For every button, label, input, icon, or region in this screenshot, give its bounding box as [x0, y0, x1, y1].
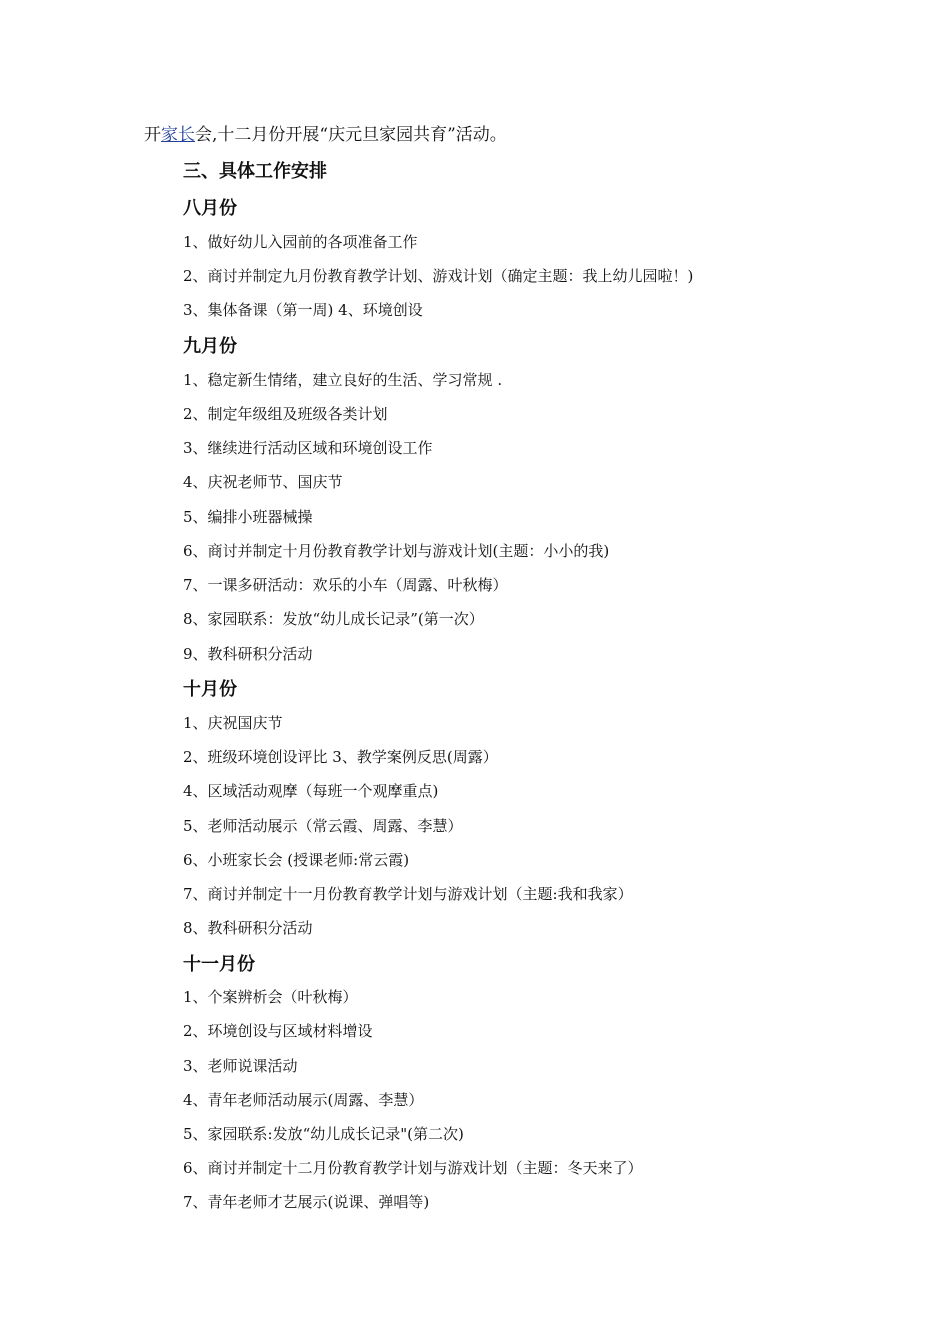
list-item: 6、小班家长会 (授课老师:常云霞): [183, 851, 410, 869]
list-item: 1、做好幼儿入园前的各项准备工作: [183, 233, 418, 251]
list-item: 9、教科研积分活动: [183, 645, 313, 663]
list-item: 2、商讨并制定九月份教育教学计划、游戏计划（确定主题：我上幼儿园啦！): [183, 267, 694, 285]
list-item: 1、稳定新生情绪，建立良好的生活、学习常规 .: [183, 371, 503, 389]
list-item: 2、班级环境创设评比 3、教学案例反思(周露）: [183, 748, 498, 766]
intro-line: [144, 122, 507, 148]
list-item: 7、一课多研活动：欢乐的小车（周露、叶秋梅）: [183, 576, 508, 594]
list-item: 8、教科研积分活动: [183, 919, 313, 937]
list-item: 3、继续进行活动区域和环境创设工作: [183, 439, 433, 457]
list-item: 7、青年老师才艺展示(说课、弹唱等): [183, 1193, 430, 1211]
list-item: 8、家园联系：发放“幼儿成长记录”(第一次）: [183, 610, 484, 628]
month-heading-september: 九月份: [183, 336, 237, 357]
list-item: 2、制定年级组及班级各类计划: [183, 405, 388, 423]
list-item: 4、庆祝老师节、国庆节: [183, 473, 343, 491]
list-item: 5、编排小班器械操: [183, 508, 313, 526]
list-item: 7、商讨并制定十一月份教育教学计划与游戏计划（主题:我和我家）: [183, 885, 633, 903]
list-item: 6、商讨并制定十二月份教育教学计划与游戏计划（主题：冬天来了）: [183, 1159, 643, 1177]
month-heading-october: 十月份: [183, 679, 237, 700]
intro-prefix: 开: [144, 125, 161, 145]
section-heading: 三、具体工作安排: [183, 161, 327, 182]
list-item: 1、个案辨析会（叶秋梅）: [183, 988, 358, 1006]
parent-meeting-link[interactable]: 家长: [161, 125, 195, 145]
list-item: 3、老师说课活动: [183, 1057, 298, 1075]
list-item: 3、集体备课（第一周) 4、环境创设: [183, 301, 423, 319]
list-item: 2、环境创设与区域材料增设: [183, 1022, 373, 1040]
list-item: 6、商讨并制定十月份教育教学计划与游戏计划(主题：小小的我): [183, 542, 610, 560]
month-heading-august: 八月份: [183, 198, 237, 219]
intro-suffix: 会,十二月份开展“庆元旦家园共育”活动。: [195, 125, 507, 145]
list-item: 5、家园联系:发放“幼儿成长记录"(第二次): [183, 1125, 464, 1143]
list-item: 4、区域活动观摩（每班一个观摩重点): [183, 782, 439, 800]
list-item: 4、青年老师活动展示(周露、李慧）: [183, 1091, 424, 1109]
list-item: 5、老师活动展示（常云霞、周露、李慧）: [183, 817, 463, 835]
month-heading-november: 十一月份: [183, 954, 255, 975]
list-item: 1、庆祝国庆节: [183, 714, 283, 732]
